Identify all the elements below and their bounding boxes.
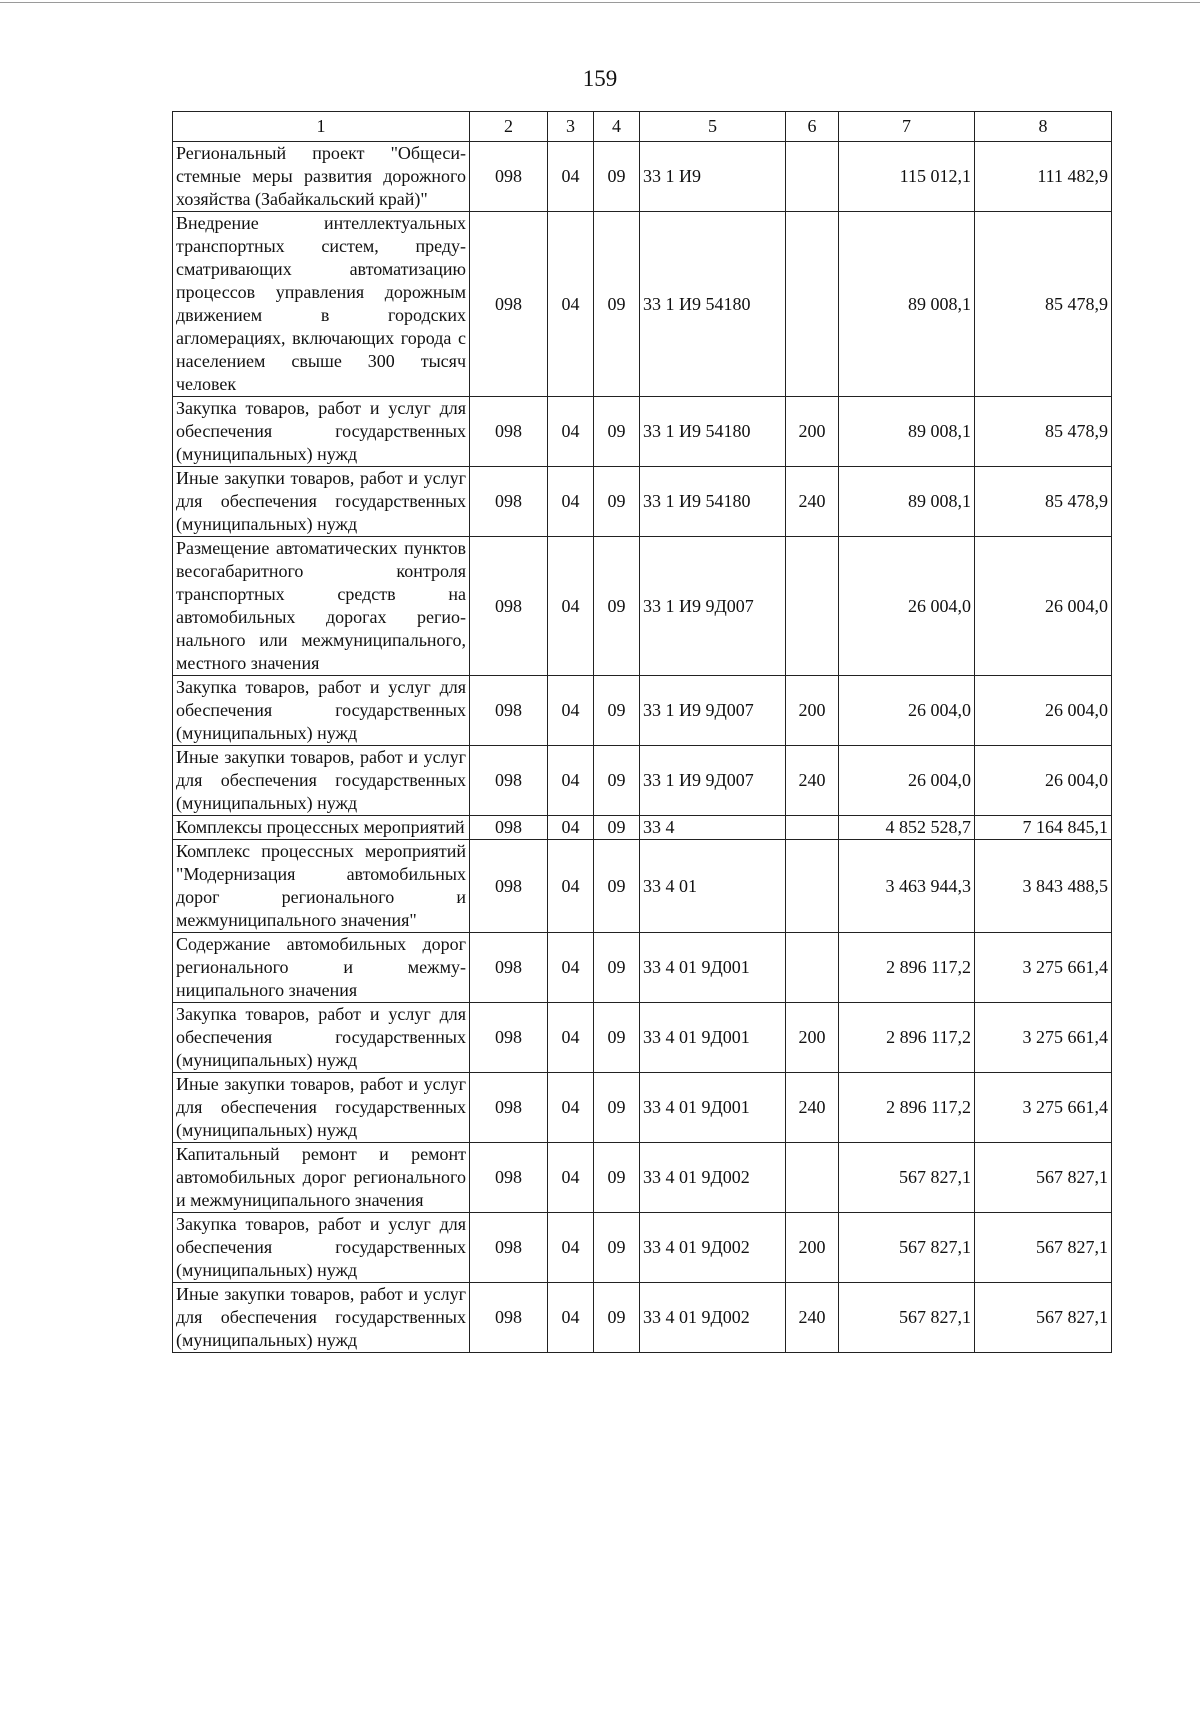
amount-cell: 3 275 661,4	[975, 1073, 1112, 1143]
code-cell: 098	[470, 933, 548, 1003]
amount-cell: 111 482,9	[975, 142, 1112, 212]
amount-cell: 567 827,1	[975, 1213, 1112, 1283]
row-name-cell: Иные закупки товаров, работ и услуг для обеспечения государственных (муниципальных) нужд	[173, 1073, 470, 1143]
expense-type-cell: 240	[786, 1283, 839, 1353]
section-cell: 04	[548, 933, 594, 1003]
header-cell: 4	[594, 112, 640, 142]
amount-cell: 567 827,1	[839, 1213, 975, 1283]
row-name-cell: Внедрение интеллектуальных транспортных систем, предусматривающих автоматизацию процессов управления дорожным движением в городских агломерациях, включающих города с населением свыше 300 тысяч человек	[173, 212, 470, 397]
section-cell: 04	[548, 212, 594, 397]
table-row	[173, 1003, 1112, 1073]
subsection-cell: 09	[594, 467, 640, 537]
code-cell: 098	[470, 1073, 548, 1143]
target-article-cell: 33 4 01 9Д002	[640, 1213, 786, 1283]
amount-cell: 26 004,0	[975, 676, 1112, 746]
budget-table	[172, 111, 1112, 1353]
target-article-cell: 33 1 И9 54180	[640, 212, 786, 397]
amount-cell: 3 275 661,4	[975, 1003, 1112, 1073]
subsection-cell: 09	[594, 212, 640, 397]
section-cell: 04	[548, 746, 594, 816]
amount-cell: 89 008,1	[839, 212, 975, 397]
target-article-cell: 33 4 01 9Д001	[640, 1003, 786, 1073]
expense-type-cell	[786, 212, 839, 397]
amount-cell: 7 164 845,1	[975, 816, 1112, 840]
target-article-cell: 33 1 И9 9Д007	[640, 537, 786, 676]
row-name-cell: Комплекс процессных мероприятий "Модернизация автомобильных дорог регионального и межмуниципального значения"	[173, 840, 470, 933]
table-row	[173, 676, 1112, 746]
row-name-cell: Иные закупки товаров, работ и услуг для обеспечения государственных (муниципальных) нужд	[173, 746, 470, 816]
row-name-cell: Иные закупки товаров, работ и услуг для обеспечения государственных (муниципальных) нужд	[173, 1283, 470, 1353]
amount-cell: 567 827,1	[975, 1143, 1112, 1213]
code-cell: 098	[470, 1283, 548, 1353]
subsection-cell: 09	[594, 816, 640, 840]
expense-type-cell: 200	[786, 676, 839, 746]
table-body	[173, 142, 1112, 1353]
table-row	[173, 933, 1112, 1003]
target-article-cell: 33 4 01 9Д002	[640, 1283, 786, 1353]
target-article-cell: 33 4 01 9Д002	[640, 1143, 786, 1213]
row-name-cell: Размещение автоматических пунктов весогабаритного контроля транспортных средств на автомобильных дорогах регионального или межмуниципального, местного значения	[173, 537, 470, 676]
header-cell: 6	[786, 112, 839, 142]
page-number: 159	[582, 66, 618, 91]
expense-type-cell: 240	[786, 746, 839, 816]
header-cell: 8	[975, 112, 1112, 142]
amount-cell: 567 827,1	[839, 1143, 975, 1213]
amount-cell: 567 827,1	[839, 1283, 975, 1353]
table-row	[173, 537, 1112, 676]
row-name-cell: Закупка товаров, работ и услуг для обеспечения государственных (муниципальных) нужд	[173, 1003, 470, 1073]
amount-cell: 3 843 488,5	[975, 840, 1112, 933]
row-name-cell: Капитальный ремонт и ремонт автомобильных дорог регионального и межмуниципального значения	[173, 1143, 470, 1213]
target-article-cell: 33 4 01	[640, 840, 786, 933]
subsection-cell: 09	[594, 1283, 640, 1353]
table-row	[173, 212, 1112, 397]
expense-type-cell: 240	[786, 1073, 839, 1143]
code-cell: 098	[470, 1213, 548, 1283]
row-name-cell: Закупка товаров, работ и услуг для обеспечения государственных (муниципальных) нужд	[173, 397, 470, 467]
amount-cell: 2 896 117,2	[839, 933, 975, 1003]
target-article-cell: 33 1 И9 54180	[640, 467, 786, 537]
amount-cell: 115 012,1	[839, 142, 975, 212]
amount-cell: 85 478,9	[975, 397, 1112, 467]
code-cell: 098	[470, 840, 548, 933]
code-cell: 098	[470, 1143, 548, 1213]
expense-type-cell	[786, 142, 839, 212]
subsection-cell: 09	[594, 1003, 640, 1073]
subsection-cell: 09	[594, 537, 640, 676]
code-cell: 098	[470, 746, 548, 816]
amount-cell: 89 008,1	[839, 467, 975, 537]
section-cell: 04	[548, 1003, 594, 1073]
code-cell: 098	[470, 212, 548, 397]
section-cell: 04	[548, 142, 594, 212]
subsection-cell: 09	[594, 397, 640, 467]
expense-type-cell: 200	[786, 397, 839, 467]
row-name-cell: Региональный проект "Общесистемные меры развития дорожного хозяйства (Забайкальский край)"	[173, 142, 470, 212]
expense-type-cell	[786, 1143, 839, 1213]
header-cell: 3	[548, 112, 594, 142]
section-cell: 04	[548, 816, 594, 840]
amount-cell: 85 478,9	[975, 212, 1112, 397]
header-cell: 1	[173, 112, 470, 142]
code-cell: 098	[470, 467, 548, 537]
code-cell: 098	[470, 537, 548, 676]
expense-type-cell	[786, 933, 839, 1003]
section-cell: 04	[548, 1213, 594, 1283]
header-cell: 2	[470, 112, 548, 142]
subsection-cell: 09	[594, 142, 640, 212]
section-cell: 04	[548, 467, 594, 537]
table-row	[173, 1073, 1112, 1143]
page-edge-line	[0, 2, 1200, 3]
row-name-cell: Закупка товаров, работ и услуг для обеспечения государственных (муниципальных) нужд	[173, 1213, 470, 1283]
expense-type-cell	[786, 816, 839, 840]
table-row	[173, 1143, 1112, 1213]
subsection-cell: 09	[594, 1213, 640, 1283]
amount-cell: 26 004,0	[839, 537, 975, 676]
amount-cell: 3 275 661,4	[975, 933, 1112, 1003]
target-article-cell: 33 4 01 9Д001	[640, 933, 786, 1003]
header-cell: 5	[640, 112, 786, 142]
expense-type-cell: 200	[786, 1213, 839, 1283]
code-cell: 098	[470, 397, 548, 467]
table-row	[173, 467, 1112, 537]
subsection-cell: 09	[594, 1143, 640, 1213]
table-row	[173, 816, 1112, 840]
section-cell: 04	[548, 397, 594, 467]
target-article-cell: 33 4 01 9Д001	[640, 1073, 786, 1143]
amount-cell: 567 827,1	[975, 1283, 1112, 1353]
target-article-cell: 33 1 И9 54180	[640, 397, 786, 467]
subsection-cell: 09	[594, 1073, 640, 1143]
target-article-cell: 33 1 И9 9Д007	[640, 676, 786, 746]
table-row	[173, 1283, 1112, 1353]
header-cell: 7	[839, 112, 975, 142]
amount-cell: 4 852 528,7	[839, 816, 975, 840]
amount-cell: 89 008,1	[839, 397, 975, 467]
expense-type-cell	[786, 840, 839, 933]
amount-cell: 2 896 117,2	[839, 1003, 975, 1073]
section-cell: 04	[548, 840, 594, 933]
subsection-cell: 09	[594, 840, 640, 933]
section-cell: 04	[548, 1143, 594, 1213]
section-cell: 04	[548, 537, 594, 676]
amount-cell: 3 463 944,3	[839, 840, 975, 933]
table-row	[173, 746, 1112, 816]
subsection-cell: 09	[594, 933, 640, 1003]
target-article-cell: 33 4	[640, 816, 786, 840]
code-cell: 098	[470, 142, 548, 212]
amount-cell: 26 004,0	[975, 537, 1112, 676]
amount-cell: 26 004,0	[839, 746, 975, 816]
expense-type-cell	[786, 537, 839, 676]
section-cell: 04	[548, 1283, 594, 1353]
expense-type-cell: 200	[786, 1003, 839, 1073]
target-article-cell: 33 1 И9 9Д007	[640, 746, 786, 816]
amount-cell: 26 004,0	[975, 746, 1112, 816]
header-row	[173, 112, 1112, 142]
amount-cell: 2 896 117,2	[839, 1073, 975, 1143]
amount-cell: 85 478,9	[975, 467, 1112, 537]
subsection-cell: 09	[594, 676, 640, 746]
expense-type-cell: 240	[786, 467, 839, 537]
table-row	[173, 397, 1112, 467]
target-article-cell: 33 1 И9	[640, 142, 786, 212]
subsection-cell: 09	[594, 746, 640, 816]
section-cell: 04	[548, 676, 594, 746]
code-cell: 098	[470, 816, 548, 840]
table-row	[173, 142, 1112, 212]
row-name-cell: Закупка товаров, работ и услуг для обеспечения государственных (муниципальных) нужд	[173, 676, 470, 746]
code-cell: 098	[470, 676, 548, 746]
table-row	[173, 1213, 1112, 1283]
row-name-cell: Содержание автомобильных дорог регионального и межмуниципального значения	[173, 933, 470, 1003]
code-cell: 098	[470, 1003, 548, 1073]
table-row	[173, 840, 1112, 933]
amount-cell: 26 004,0	[839, 676, 975, 746]
row-name-cell: Комплексы процессных мероприятий	[173, 816, 470, 840]
row-name-cell: Иные закупки товаров, работ и услуг для обеспечения государственных (муниципальных) нужд	[173, 467, 470, 537]
section-cell: 04	[548, 1073, 594, 1143]
